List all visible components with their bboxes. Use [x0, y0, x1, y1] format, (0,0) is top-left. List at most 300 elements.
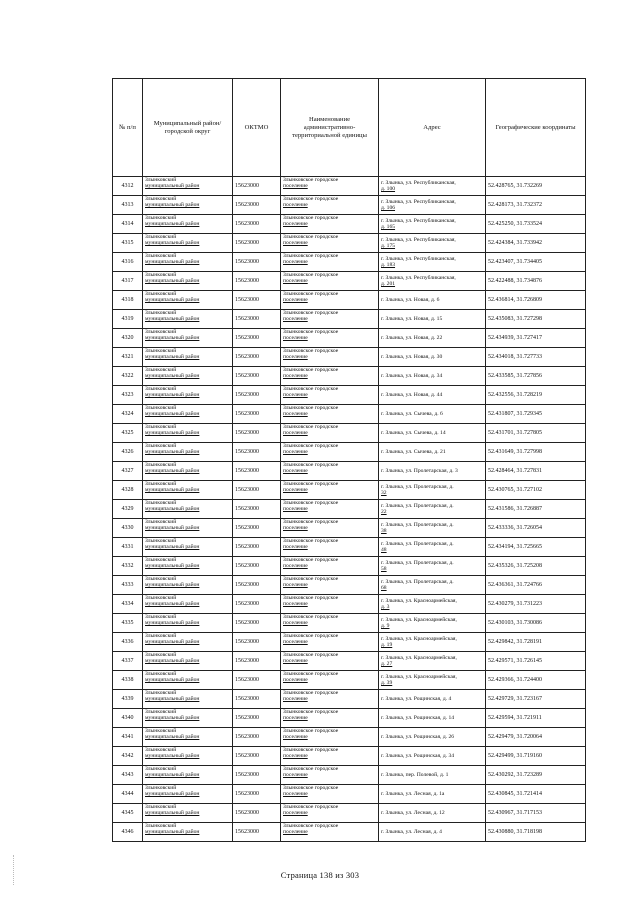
address-line-1: г. Злынка, ул. Республиканская, — [381, 274, 456, 281]
table-row — [113, 291, 586, 310]
unit-line-2: поселение — [283, 506, 308, 513]
unit-cell — [281, 500, 379, 519]
address-cell — [379, 481, 486, 500]
address-cell — [379, 196, 486, 215]
unit-cell — [281, 196, 379, 215]
oktmo-cell — [233, 386, 281, 405]
address-line-1: г. Злынка, ул. Сычева, д. 6 — [381, 410, 443, 417]
oktmo-cell — [233, 823, 281, 842]
unit-cell — [281, 443, 379, 462]
coordinates: 52.433336, 31.726054 — [488, 524, 542, 531]
unit-line-1: Злынковское городское — [283, 405, 339, 411]
municipality-line-1: Злынковский — [145, 481, 177, 487]
municipality-line-1: Злынковский — [145, 348, 177, 354]
table-header — [113, 79, 586, 177]
row-number: 4333 — [121, 581, 134, 588]
table-row — [113, 196, 586, 215]
unit-line-1: Злынковское городское — [283, 272, 339, 278]
oktmo-cell — [233, 538, 281, 557]
address-cell — [379, 177, 486, 196]
address-cell — [379, 633, 486, 652]
municipality-line-1: Злынковский — [145, 443, 177, 449]
coordinates: 52.429842, 31.728191 — [488, 638, 542, 645]
header-address: Адрес — [379, 79, 486, 177]
oktmo-cell — [233, 652, 281, 671]
oktmo-cell — [233, 709, 281, 728]
unit-line-1: Злынковское городское — [283, 709, 339, 715]
row-number-cell — [113, 500, 143, 519]
address-line-2: д. 183 — [381, 262, 396, 268]
oktmo-cell — [233, 424, 281, 443]
unit-cell — [281, 386, 379, 405]
address-line-1: г. Злынка, ул. Рощинская, д. 4 — [381, 695, 452, 702]
unit-line-2: поселение — [283, 430, 308, 437]
table-row — [113, 709, 586, 728]
row-number-cell — [113, 804, 143, 823]
municipality-line-1: Злынковский — [145, 671, 177, 677]
municipality-cell — [143, 671, 233, 690]
unit-line-1: Злынковское городское — [283, 329, 339, 335]
municipality-line-1: Злынковский — [145, 614, 177, 620]
coordinates-cell — [486, 234, 586, 253]
table-row — [113, 823, 586, 842]
municipality-cell — [143, 291, 233, 310]
unit-line-1: Злынковское городское — [283, 481, 339, 487]
municipality-line-2: муниципальный район — [145, 620, 200, 627]
unit-line-1: Злынковское городское — [283, 538, 339, 544]
address-cell — [379, 766, 486, 785]
row-number: 4317 — [121, 277, 134, 284]
municipality-line-2: муниципальный район — [145, 487, 200, 494]
unit-cell — [281, 291, 379, 310]
address-cell — [379, 728, 486, 747]
unit-cell — [281, 424, 379, 443]
coordinates: 52.431586, 31.726887 — [488, 505, 542, 512]
row-number: 4342 — [121, 752, 134, 759]
unit-line-2: поселение — [283, 373, 308, 380]
unit-line-2: поселение — [283, 658, 308, 665]
coordinates: 52.429571, 31.726145 — [488, 657, 542, 664]
municipality-cell — [143, 709, 233, 728]
row-number-cell — [113, 671, 143, 690]
oktmo-cell — [233, 519, 281, 538]
address-line-2: 48 — [381, 547, 387, 553]
municipality-line-2: муниципальный район — [145, 601, 200, 608]
coordinates-cell — [486, 595, 586, 614]
oktmo-cell — [233, 595, 281, 614]
municipality-cell — [143, 519, 233, 538]
unit-line-2: поселение — [283, 544, 308, 551]
municipality-line-2: муниципальный район — [145, 259, 200, 266]
address-line-1: г. Злынка, ул. Республиканская, — [381, 198, 456, 205]
address-line-1: г. Злынка, ул. Красноармейская, — [381, 597, 457, 604]
coordinates: 52.436814, 31.726809 — [488, 296, 542, 303]
coordinates-cell — [486, 785, 586, 804]
oktmo-code: 15623000 — [235, 220, 259, 227]
municipality-line-1: Злынковский — [145, 728, 177, 734]
row-number-cell — [113, 386, 143, 405]
unit-cell — [281, 538, 379, 557]
oktmo-cell — [233, 728, 281, 747]
oktmo-cell — [233, 291, 281, 310]
oktmo-cell — [233, 405, 281, 424]
coordinates-cell — [486, 253, 586, 272]
unit-cell — [281, 367, 379, 386]
municipality-line-2: муниципальный район — [145, 335, 200, 342]
oktmo-cell — [233, 367, 281, 386]
row-number: 4345 — [121, 809, 134, 816]
unit-line-1: Злынковское городское — [283, 386, 339, 392]
row-number: 4324 — [121, 410, 134, 417]
unit-line-2: поселение — [283, 639, 308, 646]
municipality-line-2: муниципальный район — [145, 506, 200, 513]
table-row — [113, 234, 586, 253]
address-cell — [379, 443, 486, 462]
oktmo-cell — [233, 785, 281, 804]
row-number-cell — [113, 747, 143, 766]
municipality-line-1: Злынковский — [145, 519, 177, 525]
coordinates-cell — [486, 196, 586, 215]
municipality-cell — [143, 329, 233, 348]
oktmo-cell — [233, 633, 281, 652]
table-row — [113, 481, 586, 500]
coordinates: 52.434018, 31.727733 — [488, 353, 542, 360]
row-number-cell — [113, 310, 143, 329]
row-number: 4312 — [121, 182, 134, 189]
municipality-cell — [143, 576, 233, 595]
coordinates-cell — [486, 348, 586, 367]
address-line-1: г. Злынка, ул. Красноармейская, — [381, 616, 457, 623]
unit-line-1: Злынковское городское — [283, 215, 339, 221]
unit-line-2: поселение — [283, 487, 308, 494]
municipality-line-1: Злынковский — [145, 557, 177, 563]
row-number: 4335 — [121, 619, 134, 626]
municipality-line-2: муниципальный район — [145, 753, 200, 760]
unit-cell — [281, 633, 379, 652]
unit-line-1: Злынковское городское — [283, 633, 339, 639]
address-cell — [379, 310, 486, 329]
coordinates-cell — [486, 519, 586, 538]
row-number: 4323 — [121, 391, 134, 398]
coordinates: 52.428765, 31.732269 — [488, 182, 542, 189]
address-line-1: г. Злынка, пер. Полевой, д. 1 — [381, 771, 449, 778]
municipality-line-1: Злынковский — [145, 804, 177, 810]
municipality-cell — [143, 253, 233, 272]
address-line-2: д. 19 — [381, 642, 393, 648]
municipality-cell — [143, 234, 233, 253]
table-row — [113, 500, 586, 519]
unit-cell — [281, 576, 379, 595]
municipality-line-1: Злынковский — [145, 329, 177, 335]
unit-line-2: поселение — [283, 240, 308, 247]
coordinates-cell — [486, 538, 586, 557]
address-cell — [379, 253, 486, 272]
oktmo-cell — [233, 671, 281, 690]
row-number-cell — [113, 652, 143, 671]
municipality-cell — [143, 747, 233, 766]
coordinates: 52.430845, 31.721414 — [488, 790, 542, 797]
address-cell — [379, 215, 486, 234]
row-number: 4320 — [121, 334, 134, 341]
row-number: 4326 — [121, 448, 134, 455]
municipality-line-1: Злынковский — [145, 234, 177, 240]
address-line-2: д. 100 — [381, 186, 396, 192]
table-row — [113, 348, 586, 367]
row-number-cell — [113, 823, 143, 842]
unit-line-1: Злынковское городское — [283, 500, 339, 506]
municipality-line-1: Злынковский — [145, 177, 177, 183]
row-number: 4314 — [121, 220, 134, 227]
address-line-2: 32 — [381, 490, 387, 496]
address-line-1: г. Злынка, ул. Лесная, д. 12 — [381, 809, 445, 816]
unit-line-2: поселение — [283, 392, 308, 399]
unit-cell — [281, 728, 379, 747]
unit-line-1: Злынковское городское — [283, 348, 339, 354]
address-cell — [379, 500, 486, 519]
municipality-cell — [143, 367, 233, 386]
municipality-line-2: муниципальный район — [145, 316, 200, 323]
municipality-line-2: муниципальный район — [145, 278, 200, 285]
municipality-cell — [143, 633, 233, 652]
oktmo-code: 15623000 — [235, 410, 259, 417]
coordinates-cell — [486, 652, 586, 671]
row-number-cell — [113, 329, 143, 348]
row-number: 4330 — [121, 524, 134, 531]
municipality-line-1: Злынковский — [145, 405, 177, 411]
unit-cell — [281, 481, 379, 500]
address-cell — [379, 576, 486, 595]
municipality-line-1: Злынковский — [145, 766, 177, 772]
unit-line-1: Злынковское городское — [283, 595, 339, 601]
municipality-line-2: муниципальный район — [145, 354, 200, 361]
address-cell — [379, 614, 486, 633]
oktmo-cell — [233, 557, 281, 576]
oktmo-code: 15623000 — [235, 581, 259, 588]
address-line-1: г. Злынка, ул. Пролетарская, д. — [381, 578, 454, 585]
address-cell — [379, 538, 486, 557]
unit-line-1: Злынковское городское — [283, 557, 339, 563]
unit-line-2: поселение — [283, 316, 308, 323]
municipality-line-1: Злынковский — [145, 386, 177, 392]
municipality-line-2: муниципальный район — [145, 468, 200, 475]
coordinates: 52.434194, 31.725665 — [488, 543, 542, 550]
oktmo-cell — [233, 747, 281, 766]
municipality-line-2: муниципальный район — [145, 240, 200, 247]
unit-line-1: Злынковское городское — [283, 823, 339, 829]
row-number-cell — [113, 785, 143, 804]
oktmo-code: 15623000 — [235, 752, 259, 759]
table-row — [113, 329, 586, 348]
table-row — [113, 443, 586, 462]
unit-cell — [281, 614, 379, 633]
municipality-line-2: муниципальный район — [145, 525, 200, 532]
oktmo-cell — [233, 500, 281, 519]
address-line-2: 68 — [381, 585, 387, 591]
municipality-line-2: муниципальный район — [145, 544, 200, 551]
unit-line-1: Злынковское городское — [283, 671, 339, 677]
coordinates: 52.430880, 31.718198 — [488, 828, 542, 835]
oktmo-code: 15623000 — [235, 828, 259, 835]
oktmo-code: 15623000 — [235, 239, 259, 246]
unit-line-1: Злынковское городское — [283, 462, 339, 468]
address-line-1: г. Злынка, ул. Рощинская, д. 26 — [381, 733, 455, 740]
address-line-1: г. Злынка, ул. Пролетарская, д. — [381, 521, 454, 528]
unit-cell — [281, 652, 379, 671]
coordinates-cell — [486, 177, 586, 196]
address-cell — [379, 595, 486, 614]
oktmo-code: 15623000 — [235, 809, 259, 816]
coordinates: 52.429366, 31.724400 — [488, 676, 542, 683]
municipality-cell — [143, 614, 233, 633]
unit-line-1: Злынковское городское — [283, 424, 339, 430]
unit-line-1: Злынковское городское — [283, 443, 339, 449]
municipality-cell — [143, 766, 233, 785]
municipality-line-2: муниципальный район — [145, 563, 200, 570]
row-number-cell — [113, 443, 143, 462]
row-number: 4337 — [121, 657, 134, 664]
oktmo-code: 15623000 — [235, 182, 259, 189]
unit-line-1: Злынковское городское — [283, 310, 339, 316]
row-number-cell — [113, 348, 143, 367]
table-row — [113, 177, 586, 196]
oktmo-code: 15623000 — [235, 638, 259, 645]
address-line-1: г. Злынка, ул. Сычева, д. 21 — [381, 448, 446, 455]
row-number-cell — [113, 215, 143, 234]
oktmo-code: 15623000 — [235, 334, 259, 341]
header-coords: Географические координаты — [486, 79, 586, 177]
municipality-cell — [143, 500, 233, 519]
address-line-2: 58 — [381, 566, 387, 572]
unit-line-2: поселение — [283, 278, 308, 285]
address-line-2: 38 — [381, 528, 387, 534]
unit-line-2: поселение — [283, 354, 308, 361]
coordinates: 52.429499, 31.719160 — [488, 752, 542, 759]
address-cell — [379, 709, 486, 728]
coordinates: 52.432556, 31.728219 — [488, 391, 542, 398]
municipality-line-2: муниципальный район — [145, 411, 200, 418]
coordinates-cell — [486, 386, 586, 405]
address-line-1: г. Злынка, ул. Рощинская, д. 34 — [381, 752, 455, 759]
unit-cell — [281, 709, 379, 728]
address-line-1: г. Злынка, ул. Пролетарская, д. — [381, 540, 454, 547]
oktmo-code: 15623000 — [235, 467, 259, 474]
coordinates: 52.428173, 31.732372 — [488, 201, 542, 208]
unit-cell — [281, 804, 379, 823]
oktmo-code: 15623000 — [235, 391, 259, 398]
unit-cell — [281, 253, 379, 272]
municipality-line-1: Злынковский — [145, 785, 177, 791]
oktmo-cell — [233, 576, 281, 595]
coordinates: 52.433585, 31.727856 — [488, 372, 542, 379]
row-number: 4338 — [121, 676, 134, 683]
municipality-line-2: муниципальный район — [145, 658, 200, 665]
unit-line-1: Злынковское городское — [283, 652, 339, 658]
header-num: № п/п — [113, 79, 143, 177]
oktmo-cell — [233, 462, 281, 481]
row-number-cell — [113, 462, 143, 481]
addresses-table — [112, 78, 586, 842]
row-number: 4328 — [121, 486, 134, 493]
municipality-line-1: Злынковский — [145, 595, 177, 601]
unit-cell — [281, 234, 379, 253]
address-cell — [379, 329, 486, 348]
municipality-line-1: Злынковский — [145, 196, 177, 202]
unit-line-2: поселение — [283, 582, 308, 589]
municipality-line-1: Злынковский — [145, 291, 177, 297]
unit-line-1: Злынковское городское — [283, 747, 339, 753]
row-number-cell — [113, 177, 143, 196]
address-cell — [379, 804, 486, 823]
address-line-1: г. Злынка, ул. Республиканская, — [381, 255, 456, 262]
unit-line-2: поселение — [283, 563, 308, 570]
address-cell — [379, 747, 486, 766]
coordinates-cell — [486, 500, 586, 519]
oktmo-cell — [233, 310, 281, 329]
table-row — [113, 557, 586, 576]
municipality-cell — [143, 177, 233, 196]
table-body — [113, 177, 586, 842]
coordinates-cell — [486, 462, 586, 481]
municipality-line-2: муниципальный район — [145, 772, 200, 779]
coordinates-cell — [486, 405, 586, 424]
table-row — [113, 272, 586, 291]
municipality-line-1: Злынковский — [145, 462, 177, 468]
oktmo-cell — [233, 215, 281, 234]
unit-line-2: поселение — [283, 715, 308, 722]
row-number-cell — [113, 633, 143, 652]
address-line-1: г. Злынка, ул. Красноармейская, — [381, 654, 457, 661]
municipality-line-2: муниципальный район — [145, 297, 200, 304]
unit-line-1: Злынковское городское — [283, 253, 339, 259]
coordinates-cell — [486, 576, 586, 595]
coordinates-cell — [486, 690, 586, 709]
address-cell — [379, 272, 486, 291]
oktmo-code: 15623000 — [235, 714, 259, 721]
address-line-1: г. Злынка, ул. Пролетарская, д. 3 — [381, 467, 458, 474]
table-row — [113, 215, 586, 234]
row-number-cell — [113, 253, 143, 272]
table-row — [113, 405, 586, 424]
municipality-line-2: муниципальный район — [145, 696, 200, 703]
oktmo-cell — [233, 614, 281, 633]
coordinates-cell — [486, 747, 586, 766]
row-number-cell — [113, 234, 143, 253]
coordinates: 52.429594, 31.721911 — [488, 714, 542, 721]
coordinates-cell — [486, 614, 586, 633]
municipality-line-2: муниципальный район — [145, 829, 200, 836]
address-line-1: г. Злынка, ул. Новая, д. 22 — [381, 334, 443, 341]
unit-line-1: Злынковское городское — [283, 766, 339, 772]
address-cell — [379, 652, 486, 671]
oktmo-cell — [233, 766, 281, 785]
coordinates: 52.424384, 31.733942 — [488, 239, 542, 246]
coordinates: 52.430103, 31.730086 — [488, 619, 542, 626]
row-number: 4321 — [121, 353, 134, 360]
address-cell — [379, 557, 486, 576]
municipality-cell — [143, 595, 233, 614]
oktmo-code: 15623000 — [235, 277, 259, 284]
unit-cell — [281, 405, 379, 424]
oktmo-code: 15623000 — [235, 600, 259, 607]
municipality-cell — [143, 690, 233, 709]
row-number-cell — [113, 557, 143, 576]
oktmo-code: 15623000 — [235, 790, 259, 797]
oktmo-cell — [233, 804, 281, 823]
unit-line-2: поселение — [283, 183, 308, 190]
address-line-2: д. 3 — [381, 604, 390, 610]
municipality-line-1: Злынковский — [145, 747, 177, 753]
unit-cell — [281, 177, 379, 196]
